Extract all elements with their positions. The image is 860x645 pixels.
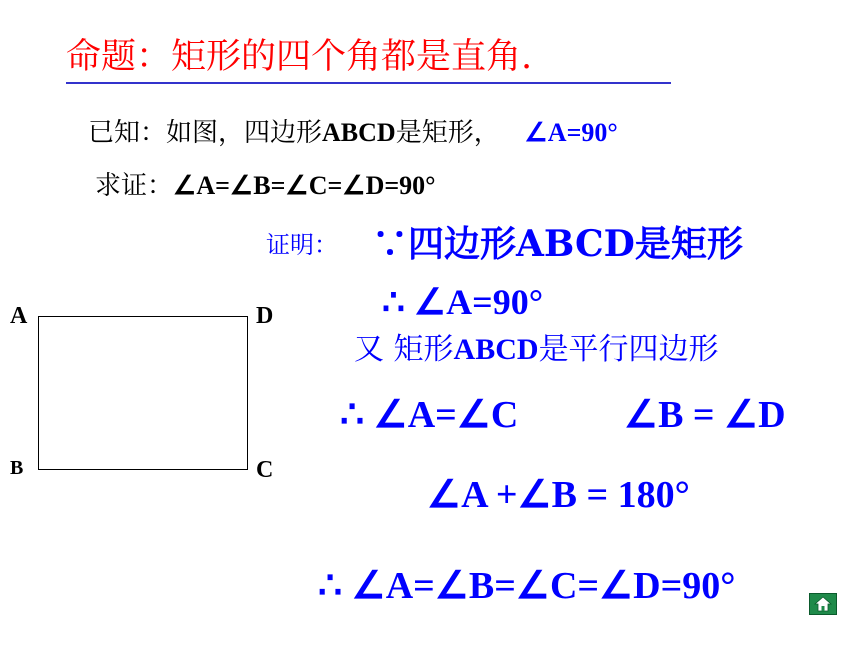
step3-abcd: ABCD [453,333,539,366]
given-angle-a: ∠A=90° [524,118,618,147]
proof-label: 证明： [266,231,338,259]
prove-label: 求证： [95,171,174,201]
home-icon [810,594,836,614]
given-abcd: ABCD [322,118,396,147]
proof-step-4b: ∠B = ∠D [624,394,786,436]
given-suffix: 是矩形， [395,118,500,148]
proof-step-1: ∵四边形ABCD是矩形 [372,223,743,265]
vertex-d-label: D [256,303,274,329]
slide-title: 命题：矩形的四个角都是直角. [66,37,533,77]
prove-statement: ∠A=∠B=∠C=∠D=90° [173,171,436,200]
step3-suffix: 是平行四边形 [538,332,719,367]
proof-step-6: ∴ ∠A=∠B=∠C=∠D=90° [318,565,736,607]
given-line [88,120,618,146]
vertex-c-label: C [256,457,274,483]
proof-step-4a: ∴ ∠A=∠C [340,394,519,436]
step3-prefix: 又 矩形 [354,332,454,367]
vertex-a-label: A [10,303,28,329]
given-prefix: 已知：如图，四边形 [88,118,323,148]
title-underline [66,82,671,84]
proof-step-3 [354,332,719,367]
vertex-b-label: B [10,457,24,479]
home-button[interactable] [809,593,837,615]
proof-step-5: ∠A +∠B = 180° [427,474,690,516]
prove-line [95,173,436,199]
rectangle-figure [38,316,248,470]
proof-step-2: ∴ ∠A=90° [382,282,544,322]
